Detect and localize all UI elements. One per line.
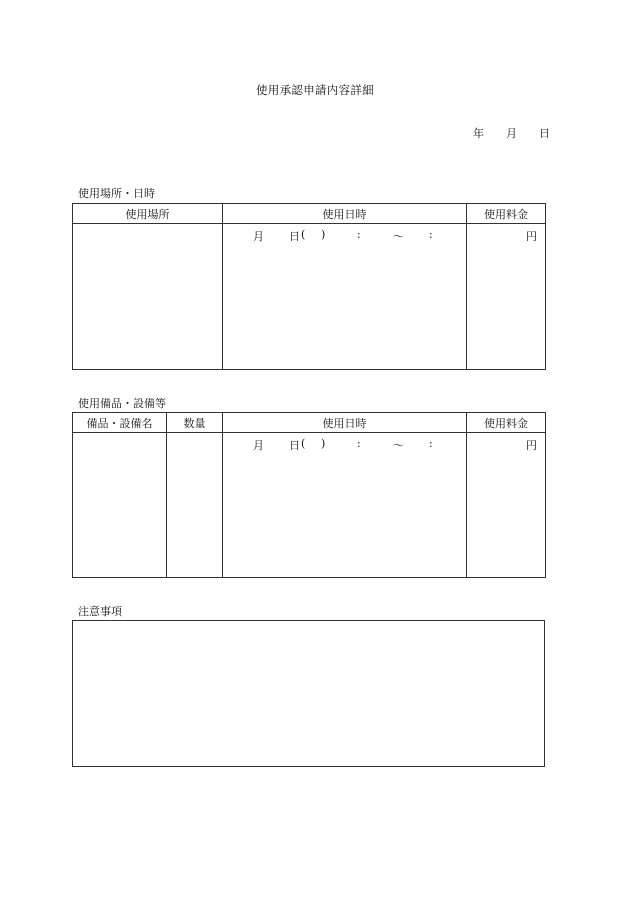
location-datetime-table: [72, 203, 546, 370]
header-fee: 使用料金: [467, 413, 546, 433]
dt-colon-end: :: [429, 437, 433, 450]
header-quantity: 数量: [167, 413, 223, 433]
section-notes-label: 注意事項: [78, 605, 122, 618]
dt-month: 月: [253, 439, 264, 452]
cell-fee[interactable]: [467, 433, 546, 578]
dt-paren-open: (: [301, 228, 306, 241]
datetime-template: [223, 433, 466, 453]
issue-date: [473, 125, 550, 141]
document-title: 使用承認申請内容詳細: [256, 83, 374, 97]
section-location-datetime-label: 使用場所・日時: [78, 187, 155, 200]
fee-unit: 円: [526, 230, 537, 243]
datetime-template: [223, 224, 466, 244]
header-fee: 使用料金: [467, 204, 546, 224]
date-day: 日: [539, 127, 550, 140]
dt-paren-open: (: [301, 437, 306, 450]
header-datetime: 使用日時: [223, 204, 467, 224]
dt-colon-start: :: [357, 228, 361, 241]
equipment-table: [72, 412, 546, 578]
dt-paren-close: ): [321, 228, 326, 241]
dt-day: 日: [289, 230, 300, 243]
cell-datetime[interactable]: [223, 433, 467, 578]
header-location: 使用場所: [73, 204, 223, 224]
date-year: 年: [473, 127, 484, 140]
cell-datetime[interactable]: [223, 224, 467, 370]
date-month: 月: [506, 127, 517, 140]
header-equipment-name: 備品・設備名: [73, 413, 167, 433]
dt-colon-end: :: [429, 228, 433, 241]
dt-paren-close: ): [321, 437, 326, 450]
header-datetime: 使用日時: [223, 413, 467, 433]
fee-unit: 円: [526, 439, 537, 452]
cell-fee[interactable]: [467, 224, 546, 370]
dt-colon-start: :: [357, 437, 361, 450]
cell-quantity[interactable]: [167, 433, 223, 578]
cell-location[interactable]: [73, 224, 223, 370]
dt-tilde: 〜: [393, 439, 404, 452]
cell-equipment-name[interactable]: [73, 433, 167, 578]
dt-month: 月: [253, 230, 264, 243]
notes-box[interactable]: [72, 620, 545, 767]
dt-day: 日: [289, 439, 300, 452]
section-equipment-label: 使用備品・設備等: [78, 397, 166, 410]
dt-tilde: 〜: [393, 230, 404, 243]
